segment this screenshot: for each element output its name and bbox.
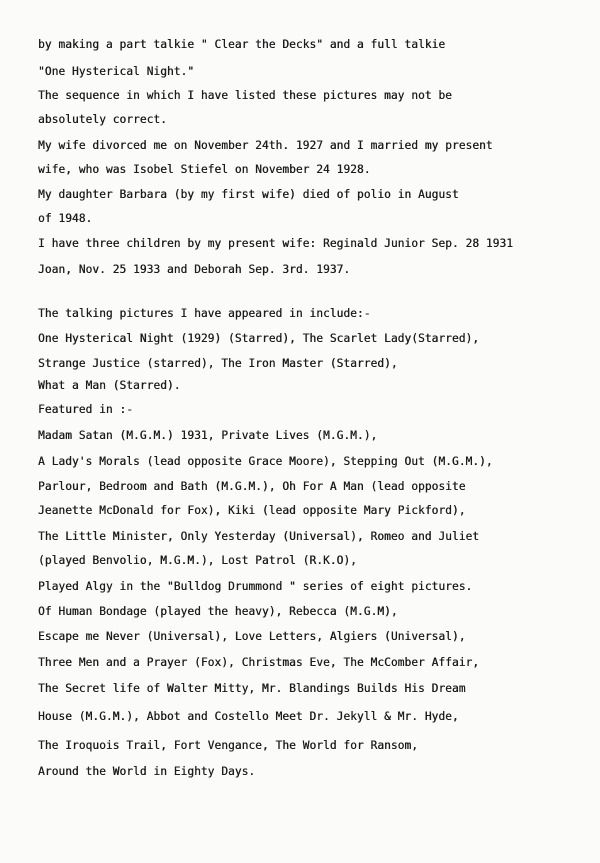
text-line: Parlour, Bedroom and Bath (M.G.M.), Oh For A Man (lead opposite bbox=[38, 480, 466, 493]
text-line: My wife divorced me on November 24th. 1927 and I married my present bbox=[38, 139, 493, 152]
text-line: Escape me Never (Universal), Love Letters, Algiers (Universal), bbox=[38, 630, 466, 643]
text-line: A Lady's Morals (lead opposite Grace Moore), Stepping Out (M.G.M.), bbox=[38, 455, 493, 468]
text-line: by making a part talkie " Clear the Decks" and a full talkie bbox=[38, 38, 446, 51]
text-line: Jeanette McDonald for Fox), Kiki (lead opposite Mary Pickford), bbox=[38, 504, 466, 517]
text-line: The Secret life of Walter Mitty, Mr. Blandings Builds His Dream bbox=[38, 682, 466, 695]
text-line: One Hysterical Night (1929) (Starred), The Scarlet Lady(Starred), bbox=[38, 332, 480, 345]
text-line: Joan, Nov. 25 1933 and Deborah Sep. 3rd. 1937. bbox=[38, 263, 351, 276]
text-line: I have three children by my present wife: Reginald Junior Sep. 28 1931 bbox=[38, 237, 513, 250]
text-line: House (M.G.M.), Abbot and Costello Meet Dr. Jekyll & Mr. Hyde, bbox=[38, 710, 459, 723]
text-line: wife, who was Isobel Stiefel on November 24 1928. bbox=[38, 163, 371, 176]
text-line: Strange Justice (starred), The Iron Master (Starred), bbox=[38, 357, 398, 370]
text-line: of 1948. bbox=[38, 212, 93, 225]
text-line: My daughter Barbara (by my first wife) died of polio in August bbox=[38, 188, 459, 201]
text-line: "One Hysterical Night." bbox=[38, 65, 195, 78]
text-line: Madam Satan (M.G.M.) 1931, Private Lives (M.G.M.), bbox=[38, 429, 378, 442]
text-line: Around the World in Eighty Days. bbox=[38, 765, 256, 778]
section-heading: The talking pictures I have appeared in include:- bbox=[38, 307, 371, 320]
text-line: Of Human Bondage (played the heavy), Rebecca (M.G.M), bbox=[38, 605, 398, 618]
text-line: The Iroquois Trail, Fort Vengance, The World for Ransom, bbox=[38, 739, 418, 752]
text-line: The Little Minister, Only Yesterday (Universal), Romeo and Juliet bbox=[38, 530, 480, 543]
text-line: (played Benvolio, M.G.M.), Lost Patrol (R.K.O), bbox=[38, 554, 357, 567]
text-line: The sequence in which I have listed these pictures may not be bbox=[38, 89, 452, 102]
text-line: absolutely correct. bbox=[38, 113, 167, 126]
text-line: Featured in :- bbox=[38, 403, 133, 416]
text-line: Three Men and a Prayer (Fox), Christmas Eve, The McComber Affair, bbox=[38, 656, 480, 669]
text-line: Played Algy in the "Bulldog Drummond " series of eight pictures. bbox=[38, 580, 473, 593]
text-line: What a Man (Starred). bbox=[38, 379, 181, 392]
